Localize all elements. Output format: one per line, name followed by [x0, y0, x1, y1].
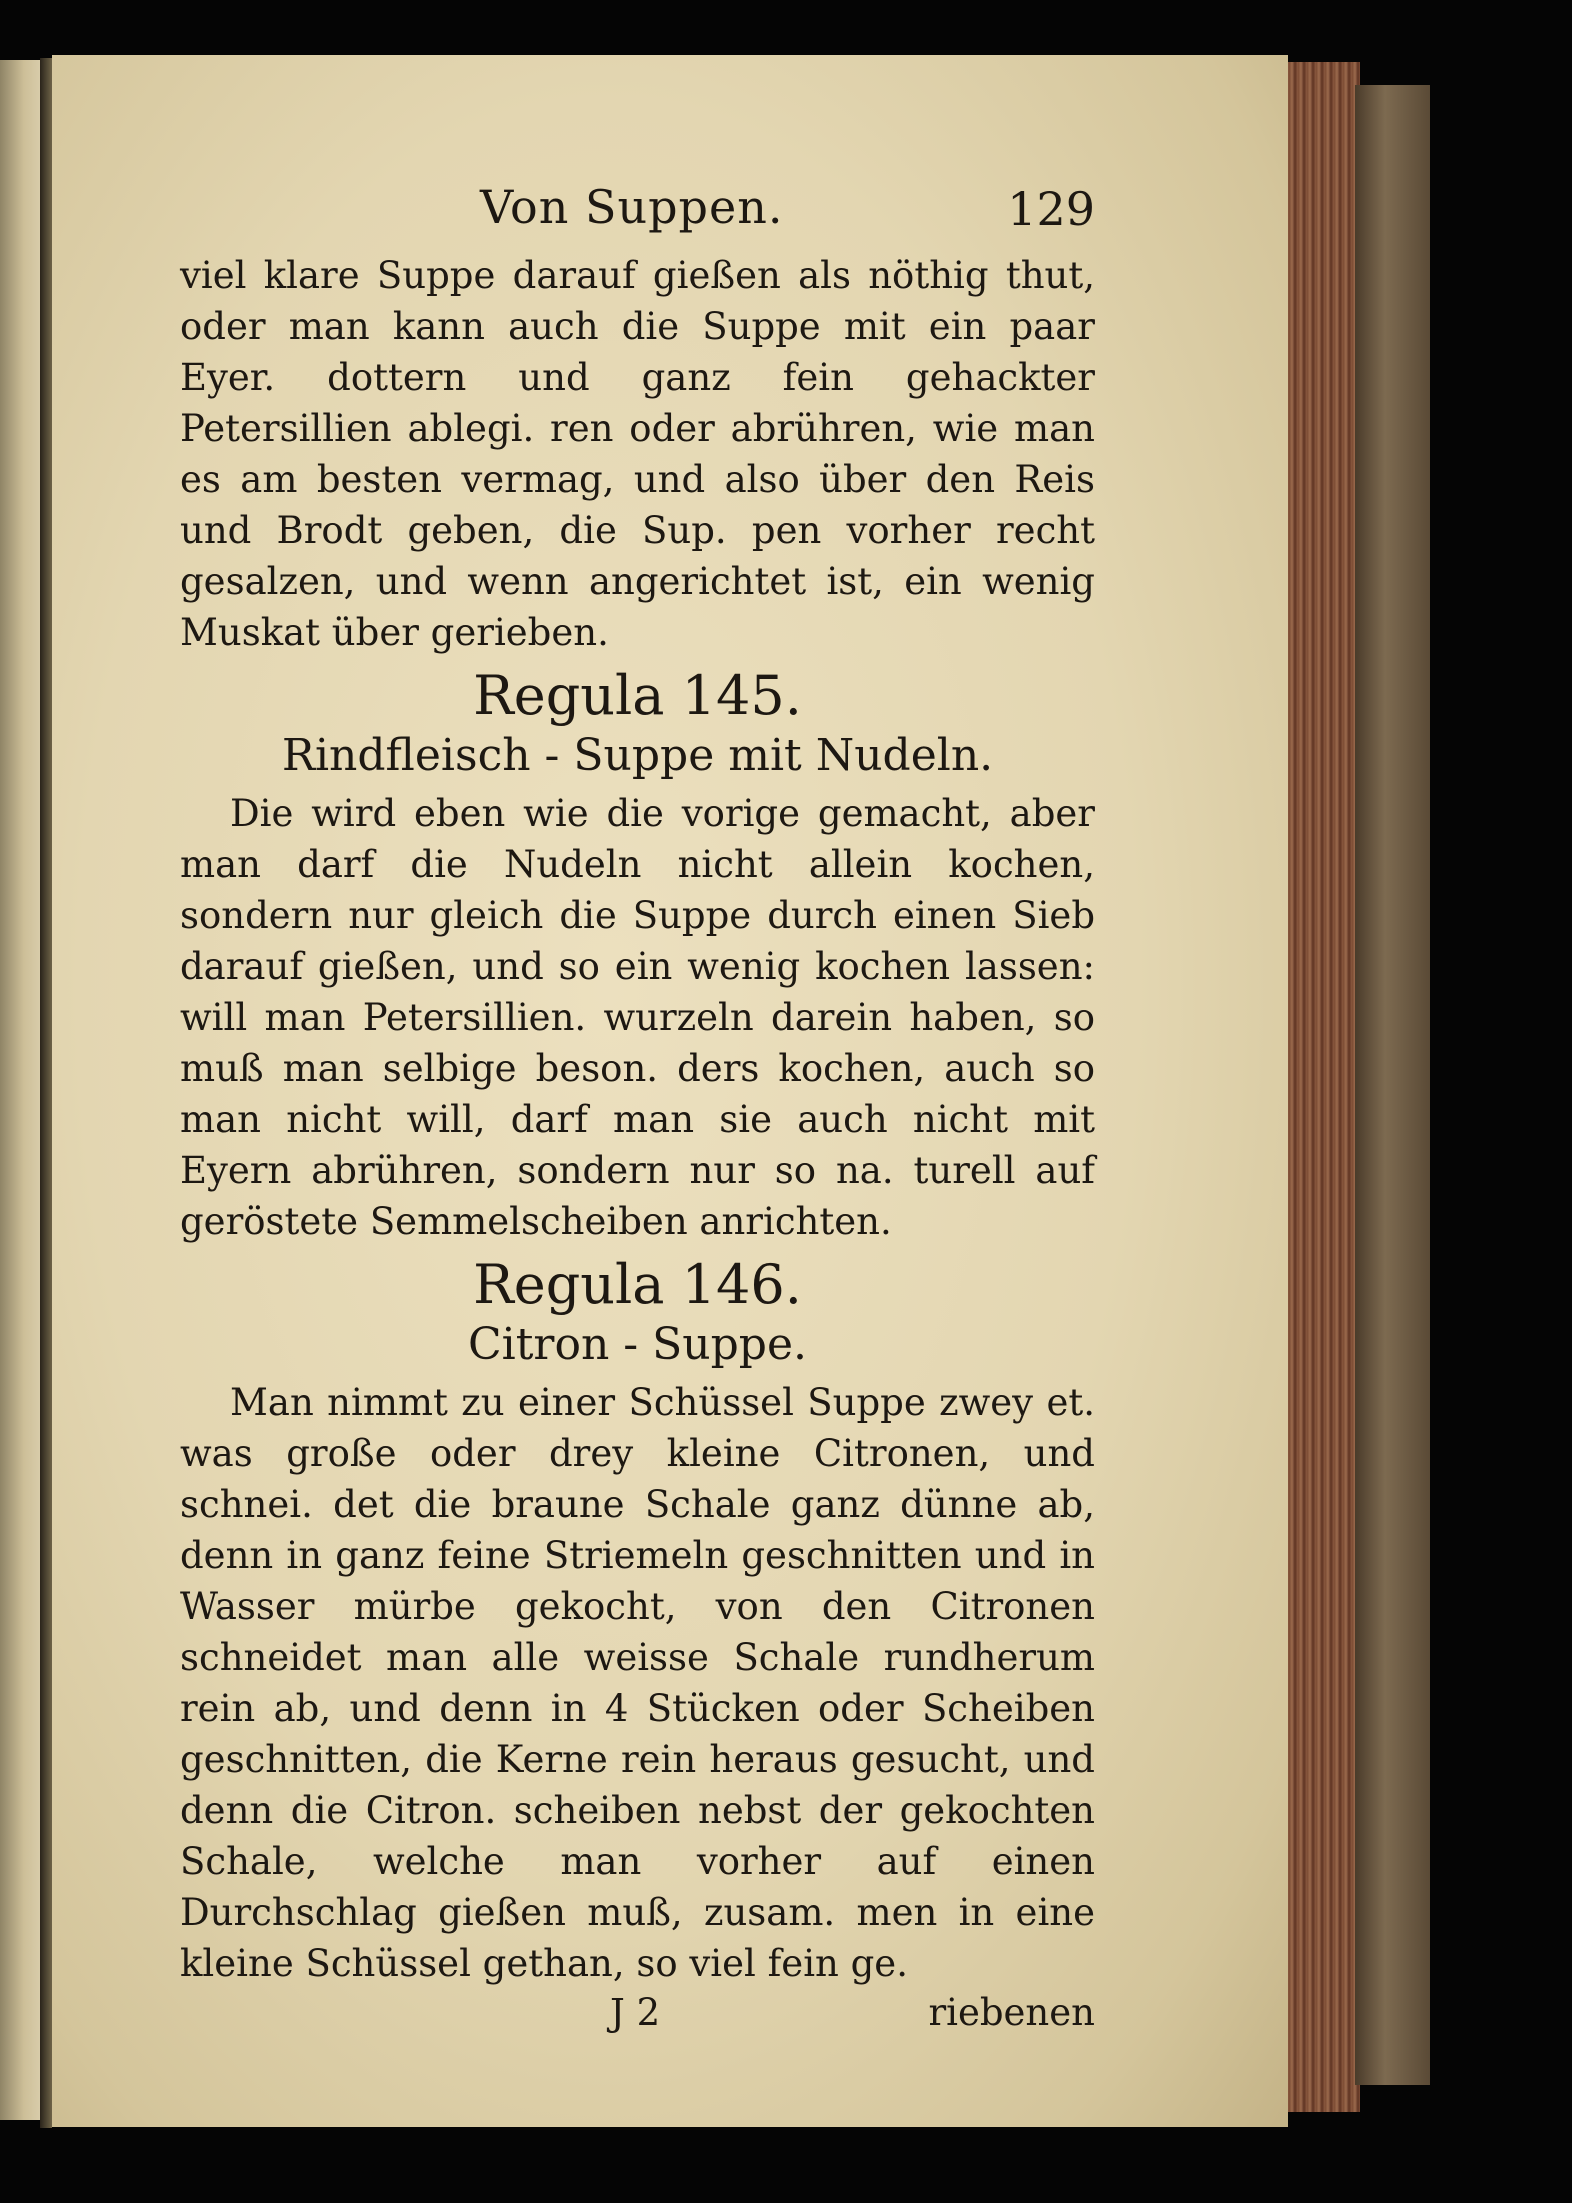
page-number: 129 [1007, 182, 1095, 236]
regula-145-heading: Regula 145. [473, 664, 802, 727]
book-cover-back [1355, 85, 1430, 2085]
catchword: riebenen [928, 1991, 1095, 2034]
recipe-title-citron-suppe: Citron - Suppe. [468, 1319, 807, 1370]
signature-mark: J 2 [610, 1991, 661, 2034]
running-title: Von Suppen. [480, 180, 784, 234]
running-head [180, 180, 1095, 250]
paragraph-continued: viel klare Suppe darauf gießen als nöthig thut, oder man kann auch die Suppe mit ein paar Eyer. dottern und ganz fein gehackter Petersillien ablegi. ren oder abrühren, wie man es am besten vermag, und also über den Reis und Brodt geben, die Sup. pen vorher recht gesalzen, und wenn angerichtet ist, ein wenig Muskat über gerieben. [180, 254, 1095, 654]
recipe-text-rindfleisch-suppe: Die wird eben wie die vorige gemacht, aber man darf die Nudeln nicht allein kochen, sondern nur gleich die Suppe durch einen Sieb darauf gießen, und so ein wenig kochen lassen: will man Petersillien. wurzeln darein haben, so muß man selbige beson. ders kochen, auch so man nicht will, darf man sie auch nicht mit Eyern abrühren, sondern nur so na. turell auf geröstete Semmelscheiben anrichten. [180, 792, 1095, 1243]
recipe-text-citron-suppe: Man nimmt zu einer Schüssel Suppe zwey et. was große oder drey kleine Citronen, und schnei. det die braune Schale ganz dünne ab, denn in ganz feine Striemeln geschnitten und in Wasser mürbe gekocht, von den Citronen schneidet man alle weisse Schale rundherum rein ab, und denn in 4 Stücken oder Scheiben geschnitten, die Kerne rein heraus gesucht, und denn die Citron. scheiben nebst der gekochten Schale, welche man vorher auf einen Durchschlag gießen muß, zusam. men in eine kleine Schüssel gethan, so viel fein ge. [180, 1381, 1095, 1985]
text-block [180, 180, 1095, 2034]
recipe-title-rindfleisch-suppe: Rindfleisch - Suppe mit Nudeln. [281, 730, 994, 781]
book-gutter [40, 58, 52, 2128]
left-page-edge [0, 60, 40, 2120]
regula-146-heading: Regula 146. [473, 1253, 802, 1316]
page-footer [180, 1991, 1095, 2045]
page-block-edges [1280, 62, 1360, 2112]
